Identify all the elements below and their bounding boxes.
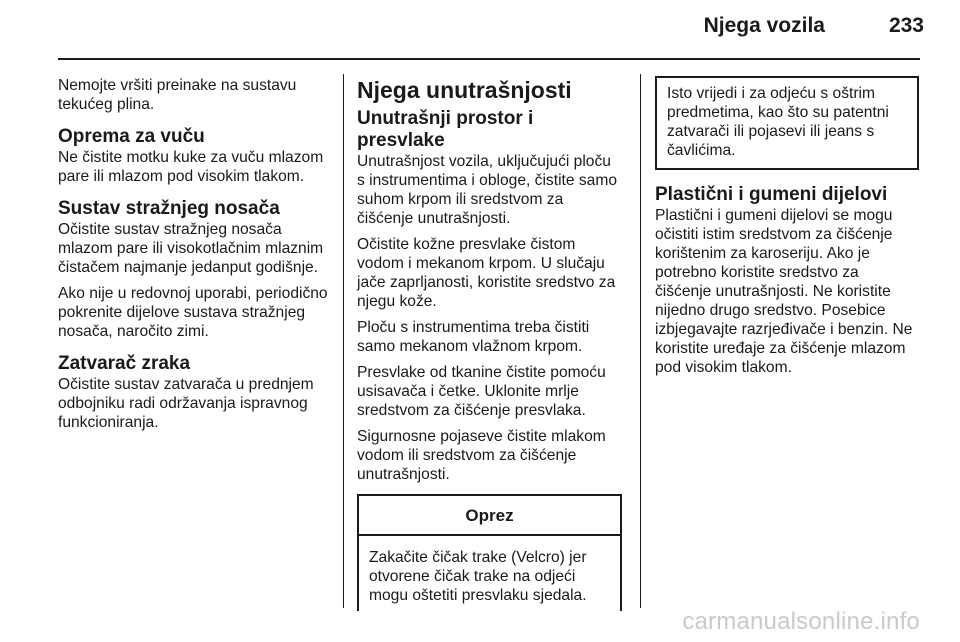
section-title-interior: Unutrašnji prostor i presvlake [357,108,534,151]
header-rule [58,58,920,60]
column-middle [357,76,622,611]
section-title-rear-carrier: Sustav stražnjeg nosača [58,198,280,219]
caution-notice [357,494,622,611]
caution-title: Oprez [359,496,620,536]
column-divider-right [640,74,641,608]
section-text-rear-carrier-2: Ako nije u redovnoj uporabi, periodično pokrenite dijelove sustava stražnjeg nosača, naročito zimi. [58,285,328,340]
section-title-towing: Oprema za vuču [58,126,205,147]
header-title: Njega vozila [703,14,825,37]
section-title-plastic-rubber: Plastični i gumeni dijelovi [655,184,888,205]
section-title-air-shutter: Zatvarač zraka [58,353,191,374]
watermark: carmanualsonline.info [682,608,920,635]
note-box-text: Isto vrijedi i za odjeću s oštrim predmetima, kao što su patentni zatvarači ili pojasevi ili jeans s čavlićima. [667,85,889,159]
chapter-title: Njega unutrašnjosti [357,77,572,103]
interior-paragraph-3: Ploču s instrumentima treba čistiti samo mekanom vlažnom krpom. [357,319,590,355]
interior-paragraph-5: Sigurnosne pojaseve čistite mlakom vodom ili sredstvom za čišćenje unutrašnjosti. [357,428,606,483]
interior-paragraph-1: Unutrašnjost vozila, uključujući ploču s instrumentima i obloge, čistite samo suhom krpom ili sredstvom za čišćenje unutrašnjosti. [357,153,617,227]
caution-body [359,536,620,611]
interior-paragraph-4: Presvlake od tkanine čistite pomoću usisavača i četke. Uklonite mrlje sredstvom za čišćenje presvlaka. [357,364,606,419]
caution-text: Zakačite čičak trake (Velcro) jer otvorene čičak trake na odjeći mogu oštetiti presvlaku sjedala. [369,549,587,604]
column-divider-left [343,74,344,608]
section-text-air-shutter: Očistite sustav zatvarača u prednjem odbojniku radi održavanja ispravnog funkcioniranja. [58,376,314,431]
note-box [655,76,919,170]
interior-paragraph-2: Očistite kožne presvlake čistom vodom i mekanom krpom. U slučaju jače zaprljanosti, koristite sredstvo za njegu kože. [357,236,616,310]
page-number: 233 [888,14,924,37]
intro-paragraph: Nemojte vršiti preinake na sustavu tekućeg plina. [58,77,297,113]
section-text-rear-carrier-1: Očistite sustav stražnjeg nosača mlazom pare ili visokotlačnim mlaznim čistačem najmanje jedanput godišnje. [58,221,324,276]
column-left [58,76,330,439]
section-text-plastic-rubber: Plastični i gumeni dijelovi se mogu očistiti istim sredstvom za čišćenje korištenim za karoseriju. Ako je potrebno koristite sredstvo za čišćenje unutrašnjosti. Ne koristite nijedno drugo sredstvo. Posebice izbjegavajte razrjeđivače i benzin. Ne koristite uređaje za čišćenje mlazom pod visokim tlakom. [655,207,913,376]
column-right [655,76,919,384]
section-text-towing: Ne čistite motku kuke za vuču mlazom pare ili mlazom pod visokim tlakom. [58,149,324,185]
